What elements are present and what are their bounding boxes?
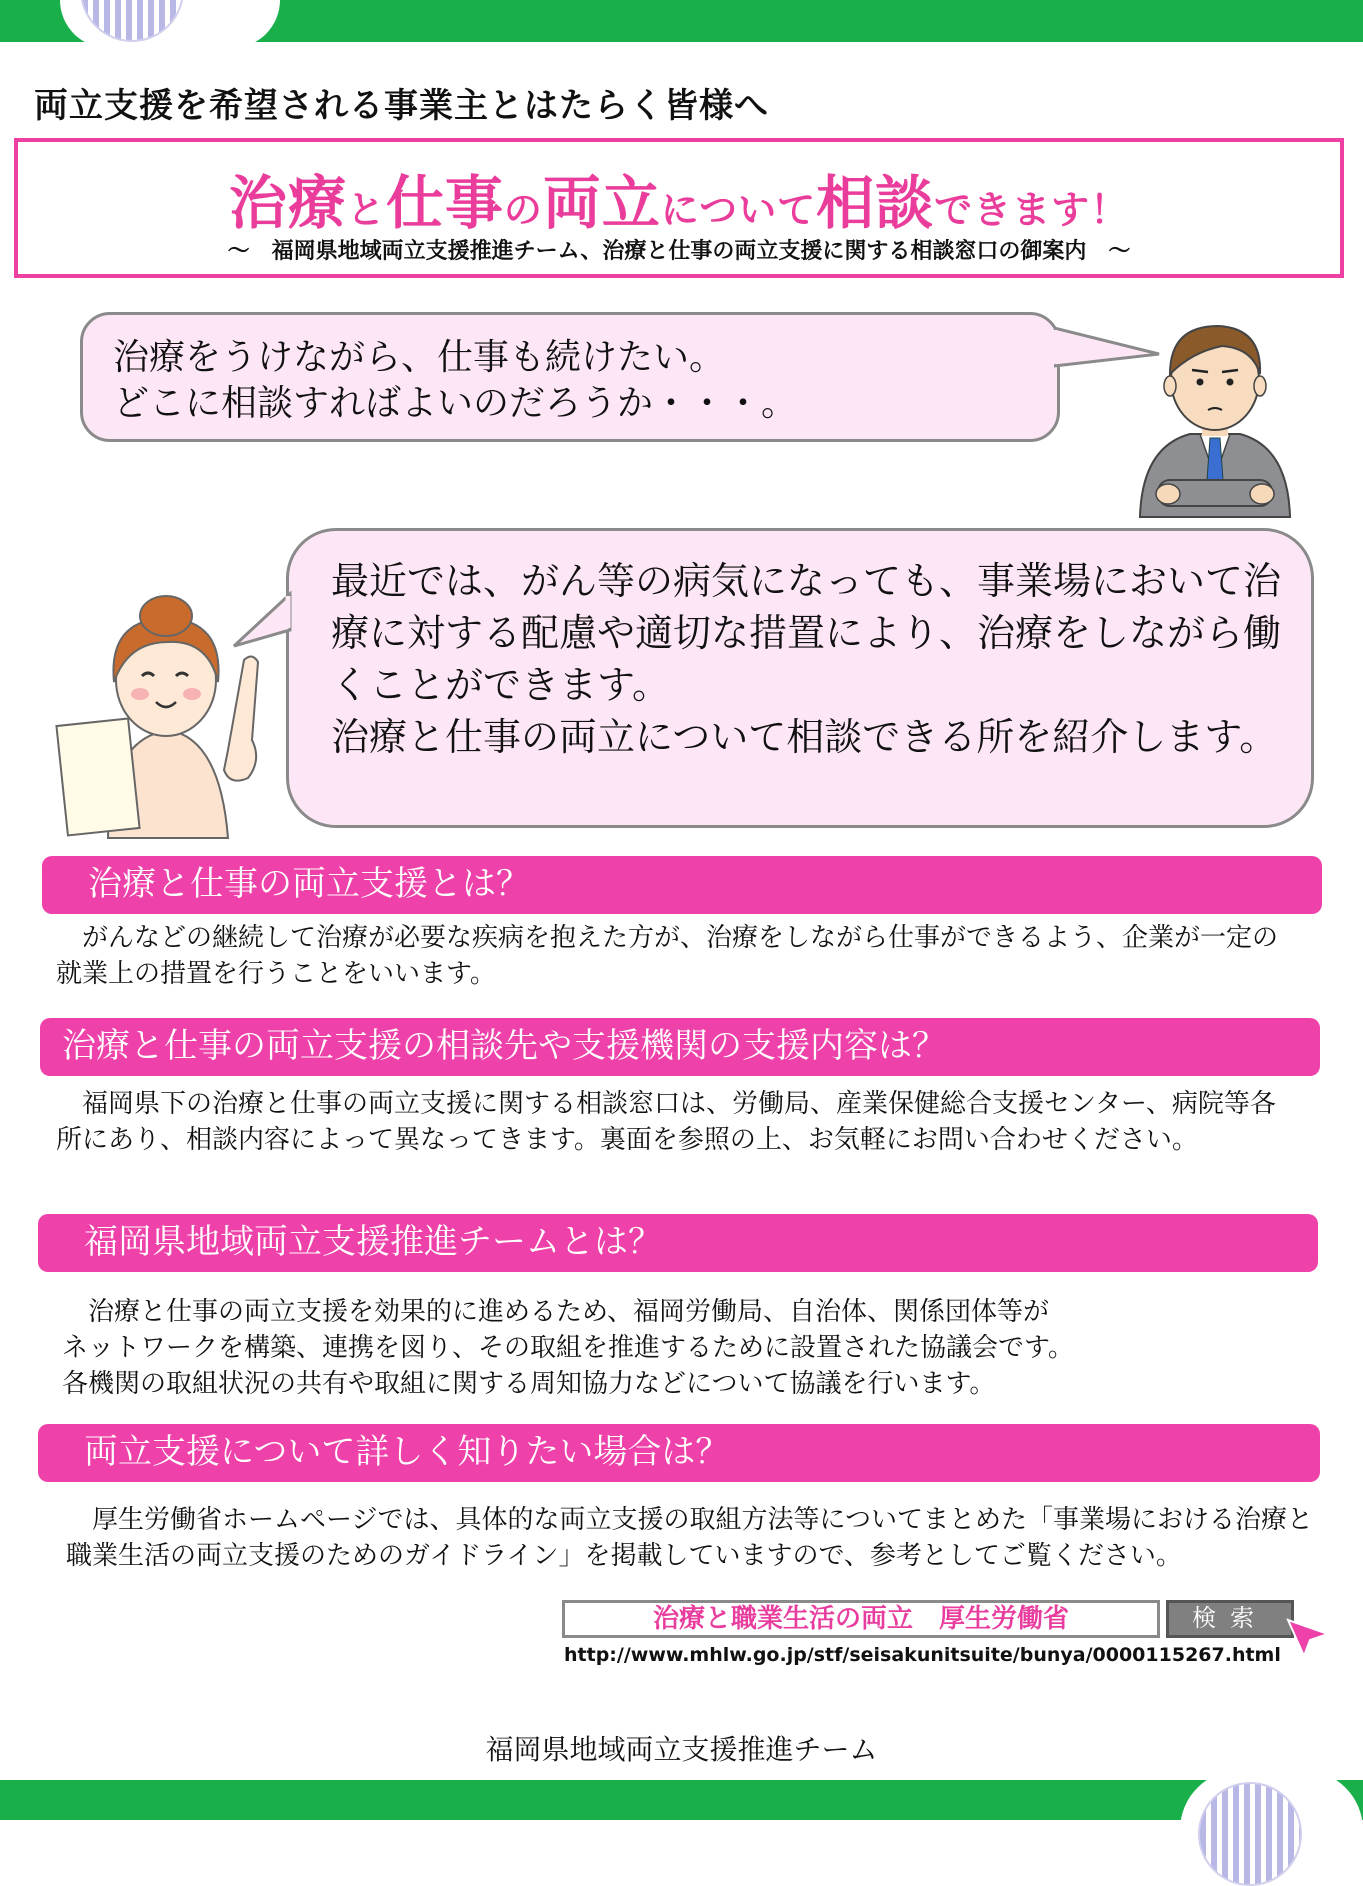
footer-organization: 福岡県地域両立支援推進チーム xyxy=(485,1733,878,1766)
title-box xyxy=(14,138,1344,278)
question-line-2: どこに相談すればよいのだろうか・・・。 xyxy=(113,383,798,424)
explanation-text-2: 治療と仕事の両立について相談できる所を紹介します。 xyxy=(331,715,1278,759)
explanation-text-1: 最近では、がん等の病気になっても、事業場において治療に対する配慮や適切な措置により、治療をしながら働くことができます。 xyxy=(331,559,1282,707)
audience-heading: 両立支援を希望される事業主とはたらく皆様へ xyxy=(34,86,769,126)
bottom-green-band xyxy=(0,1780,1363,1820)
section-body-2: 福岡県下の治療と仕事の両立支援に関する相談窓口は、労働局、産業保健総合支援センター、病院等各所にあり、相談内容によって異なってきます。裏面を参照の上、お気軽にお問い合わせください。 xyxy=(56,1089,1276,1155)
page-title: 治療と仕事の両立について相談できます！ xyxy=(228,169,1130,237)
search-query-box: 治療と職業生活の両立 厚生労働省 xyxy=(562,1600,1160,1638)
section-heading-1: 治療と仕事の両立支援とは？ xyxy=(42,856,1322,914)
section-body-1: がんなどの継続して治療が必要な疾病を抱えた方が、治療をしながら仕事ができるよう、企業が一定の就業上の措置を行うことをいいます。 xyxy=(56,923,1279,989)
question-line-1: 治療をうけながら、仕事も続けたい。 xyxy=(113,337,726,378)
page-subtitle: ～ 福岡県地域両立支援推進チーム、治療と仕事の両立支援に関する相談窓口の御案内 ～ xyxy=(227,239,1131,264)
section-heading-2: 治療と仕事の両立支援の相談先や支援機関の支援内容は？ xyxy=(40,1018,1320,1076)
section-body-4: 厚生労働省ホームページでは、具体的な両立支援の取組方法等についてまとめた「事業場における治療と職業生活の両立支援のためのガイドライン」を掲載していますので、参考としてご覧ください。 xyxy=(66,1505,1313,1571)
section-heading-3: 福岡県地域両立支援推進チームとは？ xyxy=(38,1214,1318,1272)
question-speech-bubble xyxy=(80,312,1060,442)
cursor-arrow-icon xyxy=(1284,1616,1332,1658)
woman-illustration xyxy=(48,590,278,840)
section-heading-4: 両立支援について詳しく知りたい場合は？ xyxy=(38,1424,1320,1482)
section-body-3: 治療と仕事の両立支援を効果的に進めるため、福岡労働局、自治体、関係団体等が ネットワークを構築、連携を図り、その取組を推進するために設置された協議会です。 各機関の取組状況の共有や取組に関する周知協力などについて協議を行います。 xyxy=(62,1297,1074,1399)
explanation-speech-bubble xyxy=(286,528,1314,828)
search-button: 検索 xyxy=(1166,1600,1294,1638)
businessman-illustration xyxy=(1130,312,1300,522)
guideline-url: http://www.mhlw.go.jp/stf/seisakunitsuite/bunya/0000115267.html xyxy=(564,1644,1281,1666)
striped-circle-decoration xyxy=(1198,1782,1302,1886)
